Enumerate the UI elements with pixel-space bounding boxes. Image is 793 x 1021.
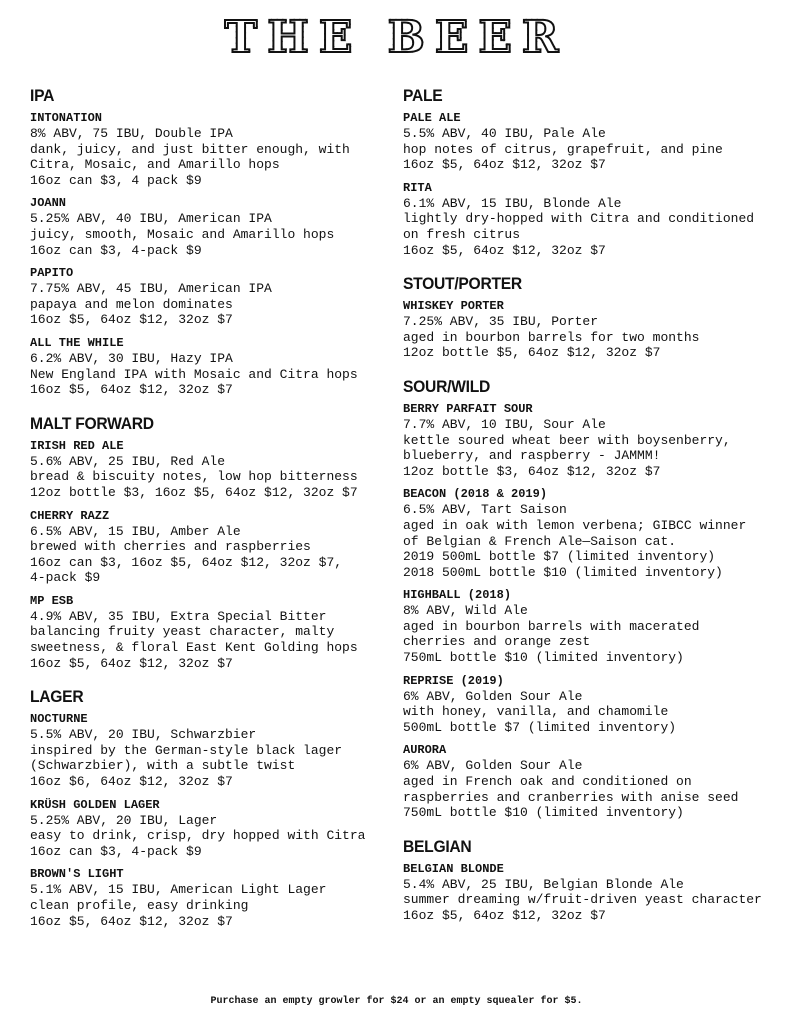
beer-item (30, 712, 390, 789)
section-malt-forward (30, 412, 390, 672)
beer-detail-line: 16oz can $3, 4-pack $9 (30, 843, 202, 859)
beer-name: NOCTURNE (30, 712, 88, 727)
beer-item (30, 266, 390, 328)
section-ipa (30, 84, 390, 398)
beer-item (30, 594, 390, 671)
beer-detail-line: 4.9% ABV, 35 IBU, Extra Special Bitter (30, 608, 327, 624)
beer-detail-line: balancing fruity yeast character, malty (30, 624, 335, 640)
beer-item (30, 336, 390, 398)
beer-detail-line: 12oz bottle $5, 64oz $12, 32oz $7 (403, 345, 661, 361)
beer-detail-line: blueberry, and raspberry - JAMMM! (403, 448, 661, 464)
beer-detail-line: with honey, vanilla, and chamomile (403, 704, 669, 720)
beer-detail-line: 6.2% ABV, 30 IBU, Hazy IPA (30, 350, 233, 366)
beer-name: ALL THE WHILE (30, 335, 124, 350)
section-title: STOUT/PORTER (403, 274, 522, 294)
beer-detail-line: 750mL bottle $10 (limited inventory) (403, 805, 684, 821)
section-title: PALE (403, 86, 443, 105)
beer-item (403, 674, 788, 736)
right-column (403, 84, 788, 938)
section-lager (30, 685, 390, 929)
footer-note: Purchase an empty growler for $24 or an empty squealer for $5. (210, 996, 583, 1007)
beer-detail-line: 500mL bottle $7 (limited inventory) (403, 719, 677, 735)
beer-detail-line: 2019 500mL bottle $7 (limited inventory) (403, 549, 716, 565)
beer-detail-line: 5.4% ABV, 25 IBU, Belgian Blonde Ale (403, 876, 684, 892)
section-title: LAGER (30, 687, 84, 707)
section-title: MALT FORWARD (30, 413, 154, 433)
beer-name: CHERRY RAZZ (30, 508, 110, 523)
beer-detail-line: 5.25% ABV, 40 IBU, American IPA (30, 211, 272, 227)
beer-detail-line: 5.5% ABV, 40 IBU, Pale Ale (403, 126, 606, 141)
beer-name: BERRY PARFAIT SOUR (403, 401, 533, 416)
beer-detail-line: 7.25% ABV, 35 IBU, Porter (403, 314, 599, 330)
beer-detail-line: clean profile, easy drinking (30, 898, 249, 913)
beer-item (403, 181, 788, 258)
beer-detail-line: 16oz can $3, 16oz $5, 64oz $12, 32oz $7, (30, 554, 343, 570)
beer-detail-line: on fresh citrus (403, 226, 521, 242)
beer-name: IRISH RED ALE (30, 438, 124, 453)
beer-name: WHISKEY PORTER (403, 299, 504, 314)
beer-detail-line: 4-pack $9 (30, 570, 101, 586)
beer-name: KRÜSH GOLDEN LAGER (30, 797, 160, 812)
beer-detail-line: 16oz can $3, 4-pack $9 (30, 242, 202, 258)
beer-detail-line: 8% ABV, Wild Ale (403, 603, 528, 619)
section-sour-wild (403, 375, 788, 821)
beer-detail-line: sweetness, & floral East Kent Golding hops (30, 640, 358, 656)
beer-detail-line: 16oz can $3, 4 pack $9 (30, 172, 202, 188)
page-title: THE BEER (221, 12, 573, 64)
beer-detail-line: 6.1% ABV, 15 IBU, Blonde Ale (403, 195, 622, 211)
beer-item (30, 439, 390, 501)
beer-detail-line: aged in bourbon barrels with macerated (403, 618, 700, 634)
beer-item (30, 111, 390, 188)
beer-detail-line: 16oz $5, 64oz $12, 32oz $7 (403, 157, 606, 173)
beer-item (30, 798, 390, 860)
beer-detail-line: hop notes of citrus, grapefruit, and pine (403, 141, 723, 157)
beer-item (403, 743, 788, 820)
beer-detail-line: 6% ABV, Golden Sour Ale (403, 688, 583, 704)
beer-detail-line: brewed with cherries and raspberries (30, 539, 311, 555)
beer-detail-line: cherries and orange zest (403, 634, 591, 650)
beer-detail-line: bread & biscuity notes, low hop bitterness (30, 469, 358, 485)
beer-detail-line: easy to drink, crisp, dry hopped with Citra (30, 828, 366, 844)
left-column (30, 84, 390, 943)
beer-item (403, 588, 788, 665)
beer-detail-line: Citra, Mosaic, and Amarillo hops (30, 157, 280, 173)
beer-detail-line: (Schwarzbier), with a subtle twist (30, 758, 296, 774)
section-title: IPA (30, 86, 55, 105)
beer-detail-line: 2018 500mL bottle $10 (limited inventory) (403, 564, 723, 580)
beer-detail-line: New England IPA with Mosaic and Citra hops (30, 366, 358, 382)
beer-detail-line: 7.7% ABV, 10 IBU, Sour Ale (403, 416, 606, 432)
beer-detail-line: lightly dry-hopped with Citra and conditioned (403, 211, 755, 227)
beer-item (403, 487, 788, 580)
beer-detail-line: papaya and melon dominates (30, 296, 233, 312)
beer-name: BELGIAN BLONDE (403, 861, 504, 876)
beer-item (403, 402, 788, 479)
beer-detail-line: kettle soured wheat beer with boysenberry, (403, 432, 731, 448)
beer-detail-line: juicy, smooth, Mosaic and Amarillo hops (30, 226, 335, 242)
beer-detail-line: aged in oak with lemon verbena; GIBCC winner (403, 517, 747, 533)
beer-name: PAPITO (30, 266, 74, 281)
beer-detail-line: 16oz $5, 64oz $12, 32oz $7 (403, 242, 606, 258)
beer-item (403, 299, 788, 361)
beer-item (30, 867, 390, 929)
beer-detail-line: 16oz $5, 64oz $12, 32oz $7 (30, 312, 233, 328)
beer-name: AURORA (403, 743, 447, 758)
beer-detail-line: 6.5% ABV, 15 IBU, Amber Ale (30, 523, 241, 539)
beer-name: INTONATION (30, 111, 103, 125)
beer-name: MP ESB (30, 593, 74, 608)
beer-item (30, 196, 390, 258)
beer-name: REPRISE (2019) (403, 673, 504, 688)
beer-detail-line: 5.25% ABV, 20 IBU, Lager (30, 812, 218, 828)
beer-detail-line: aged in bourbon barrels for two months (403, 329, 700, 345)
section-title: SOUR/WILD (403, 376, 491, 396)
beer-detail-line: aged in French oak and conditioned on (403, 774, 692, 790)
beer-detail-line: 12oz bottle $3, 64oz $12, 32oz $7 (403, 463, 661, 479)
beer-detail-line: 5.1% ABV, 15 IBU, American Light Lager (30, 882, 327, 898)
beer-detail-line: 16oz $5, 64oz $12, 32oz $7 (30, 913, 233, 929)
beer-detail-line: inspired by the German-style black lager (30, 742, 343, 758)
beer-detail-line: 6.5% ABV, Tart Saison (403, 502, 567, 518)
section-title: BELGIAN (403, 836, 472, 856)
beer-detail-line: dank, juicy, and just bitter enough, with (30, 141, 350, 157)
beer-detail-line: 16oz $6, 64oz $12, 32oz $7 (30, 774, 233, 790)
beer-item (403, 111, 788, 173)
beer-name: BEACON (2018 & 2019) (403, 487, 548, 502)
beer-detail-line: 16oz $5, 64oz $12, 32oz $7 (30, 655, 233, 671)
beer-detail-line: 8% ABV, 75 IBU, Double IPA (30, 126, 233, 141)
beer-detail-line: 12oz bottle $3, 16oz $5, 64oz $12, 32oz $7 (30, 484, 358, 500)
section-pale (403, 84, 788, 258)
beer-name: PALE ALE (403, 111, 461, 125)
beer-detail-line: 6% ABV, Golden Sour Ale (403, 758, 583, 774)
menu-header (0, 12, 793, 64)
beer-name: HIGHBALL (2018) (403, 588, 512, 603)
section-stout-porter (403, 272, 788, 361)
beer-detail-line: 16oz $5, 64oz $12, 32oz $7 (30, 382, 233, 398)
beer-detail-line: 7.75% ABV, 45 IBU, American IPA (30, 281, 272, 297)
beer-detail-line: 5.5% ABV, 20 IBU, Schwarzbier (30, 727, 257, 743)
beer-name: JOANN (30, 196, 67, 211)
beer-item (403, 862, 788, 924)
beer-detail-line: 16oz $5, 64oz $12, 32oz $7 (403, 908, 606, 923)
beer-item (30, 509, 390, 586)
beer-name: BROWN'S LIGHT (30, 867, 124, 882)
beer-name: RITA (403, 180, 432, 195)
beer-detail-line: 750mL bottle $10 (limited inventory) (403, 650, 684, 666)
beer-detail-line: 5.6% ABV, 25 IBU, Red Ale (30, 453, 226, 469)
beer-detail-line: of Belgian & French Ale—Saison cat. (403, 533, 677, 549)
section-belgian (403, 835, 788, 924)
beer-detail-line: raspberries and cranberries with anise seed (403, 789, 739, 805)
beer-detail-line: summer dreaming w/fruit-driven yeast character (403, 892, 762, 908)
